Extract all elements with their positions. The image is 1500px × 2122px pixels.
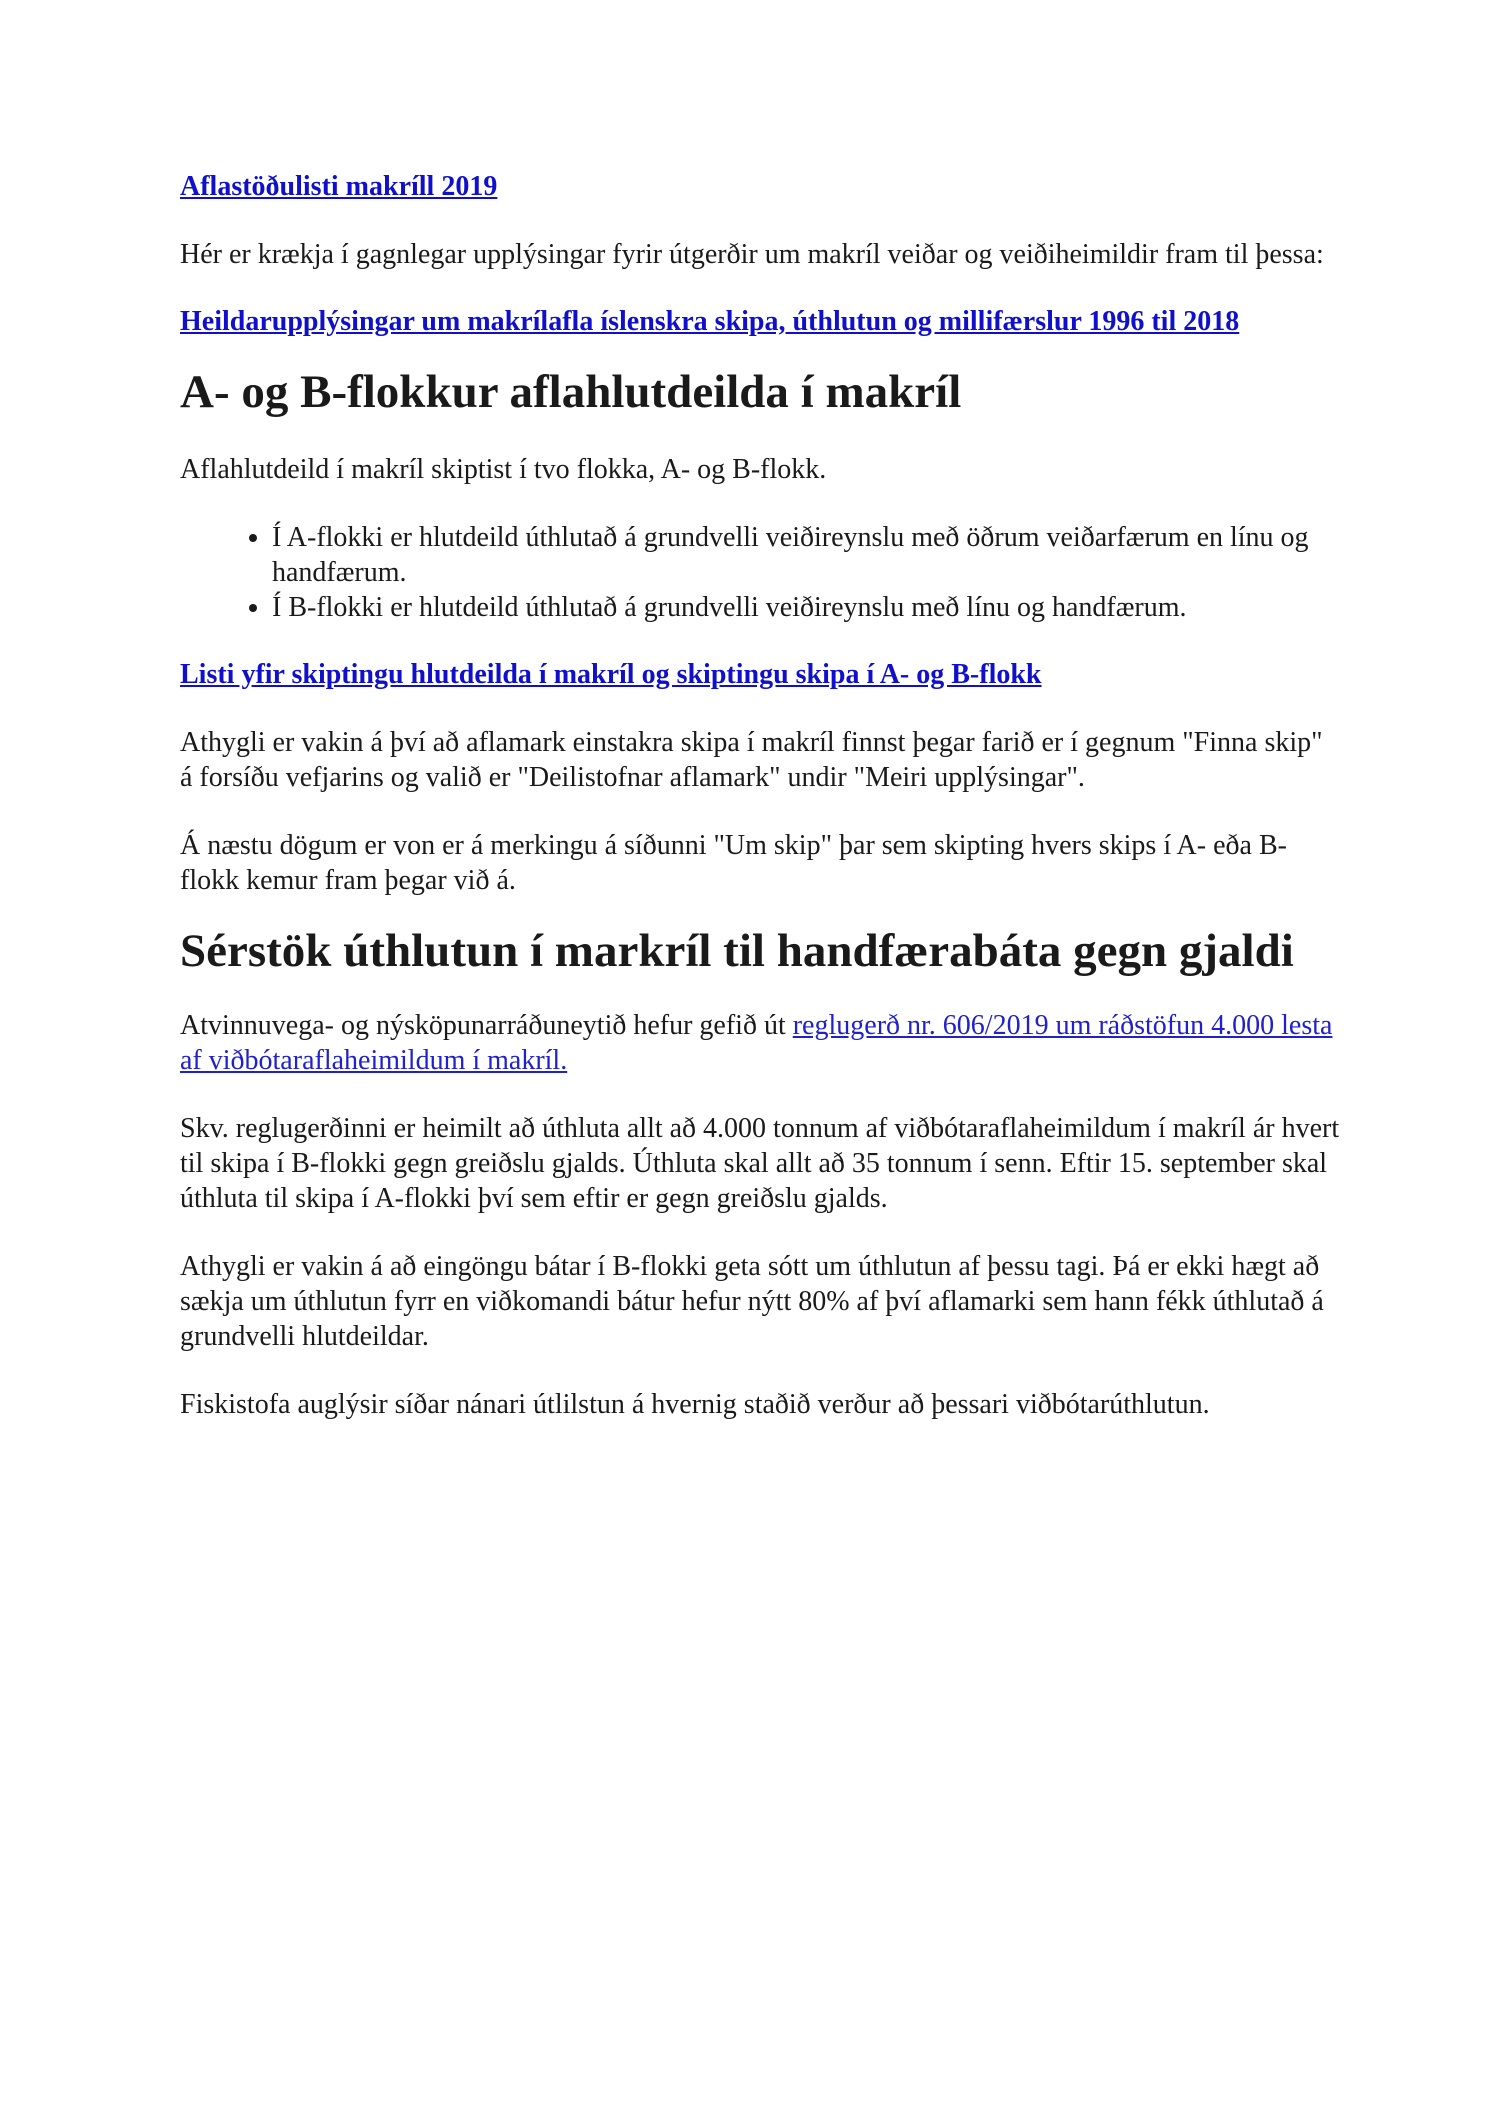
section1-intro: Aflahlutdeild í makríl skiptist í tvo flokka, A- og B-flokk. bbox=[180, 454, 827, 485]
flokkur-bullet-list bbox=[180, 520, 1340, 625]
section1-paragraph-2: Á næstu dögum er von er á merkingu á síðunni "Um skip" þar sem skipting hvers skips í A- eða B-flokk kemur fram þegar við á. bbox=[180, 830, 1287, 896]
section1-paragraph-1: Athygli er vakin á því að aflamark einstakra skipa í makríl finnst þegar farið er í gegnum "Finna skip" á forsíðu vefjarins og valið er "Deilistofnar aflamark" undir "Meiri upplýsingar". bbox=[180, 727, 1323, 793]
listi-paragraph bbox=[180, 658, 1340, 692]
section1-heading: A- og B-flokkur aflahlutdeilda í makríl bbox=[180, 366, 962, 418]
section2-paragraph-1-text: Atvinnuvega- og nýsköpunarráðuneytið hefur gefið út bbox=[180, 1010, 793, 1041]
list-item: • Í A-flokki er hlutdeild úthlutað á grundvelli veiðireynslu með öðrum veiðarfærum en línu og handfærum. bbox=[272, 520, 1340, 590]
heildarupplysingar-paragraph bbox=[180, 305, 1340, 339]
aflastodulisti-paragraph bbox=[180, 170, 1340, 204]
section2-paragraph-1 bbox=[180, 1008, 1340, 1078]
section2-paragraph-4: Fiskistofa auglýsir síðar nánari útlilstun á hvernig staðið verður að þessari viðbótarúthlutun. bbox=[180, 1389, 1210, 1420]
heildarupplysingar-link[interactable]: Heildarupplýsingar um makrílafla íslenskra skipa, úthlutun og millifærslur 1996 til 2018 bbox=[180, 306, 1240, 337]
section2-paragraph-2: Skv. reglugerðinni er heimilt að úthluta allt að 4.000 tonnum af viðbótaraflaheimildum í makríl ár hvert til skipa í B-flokki gegn greiðslu gjalds. Úthluta skal allt að 35 tonnum í senn. Eftir 15. september skal úthluta til skipa í A-flokki því sem eftir er gegn greiðslu gjalds. bbox=[180, 1113, 1340, 1214]
listi-link[interactable]: Listi yfir skiptingu hlutdeilda í makríl og skiptingu skipa í A- og B-flokk bbox=[180, 659, 1042, 690]
document-page bbox=[180, 170, 1340, 1422]
aflastodulisti-link[interactable]: Aflastöðulisti makríll 2019 bbox=[180, 171, 498, 202]
section2-heading: Sérstök úthlutun í markríl til handfærabáta gegn gjaldi bbox=[180, 925, 1294, 977]
section2-paragraph-3: Athygli er vakin á að eingöngu bátar í B-flokki geta sótt um úthlutun af þessu tagi. Þá er ekki hægt að sækja um úthlutun fyrr en viðkomandi bátur hefur nýtt 80% af því aflamarki sem hann fékk úthlutað á grundvelli hlutdeildar. bbox=[180, 1251, 1324, 1352]
reglugerd-link[interactable]: reglugerð nr. 606/2019 um ráðstöfun 4.000 lesta af viðbótaraflaheimildum í makríl. bbox=[180, 1010, 1333, 1076]
intro-paragraph: Hér er krækja í gagnlegar upplýsingar fyrir útgerðir um makríl veiðar og veiðiheimildir fram til þessa: bbox=[180, 239, 1324, 270]
list-item: • Í B-flokki er hlutdeild úthlutað á grundvelli veiðireynslu með línu og handfærum. bbox=[272, 590, 1340, 625]
